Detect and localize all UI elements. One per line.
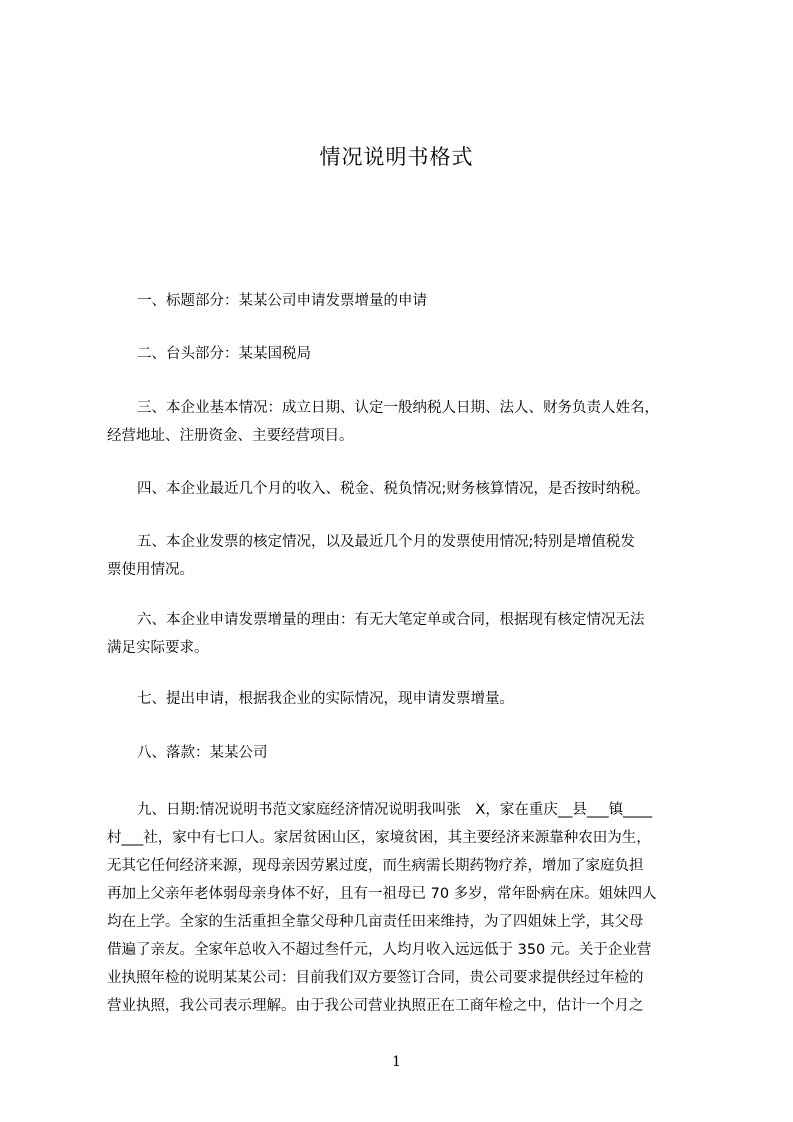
section-9-line-8: 营业执照，我公司表示理解。由于我公司营业执照正在工商年检之中，估计一个月之 — [107, 998, 644, 1014]
section-5 — [107, 528, 703, 584]
section-4-line-1: 四、本企业最近几个月的收入、税金、税负情况;财务核算情况，是否按时纳税。 — [137, 481, 650, 497]
section-9-line-4: 再加上父亲年老体弱母亲身体不好，且有一祖母已 70 多岁，常年卧病在床。姐妹四人 — [107, 886, 657, 902]
section-9 — [107, 796, 703, 1020]
section-9-line-6: 借遍了亲友。全家年总收入不超过叁仟元，人均月收入远远低于 350 元。关于企业营 — [107, 942, 652, 958]
section-2-line-1: 二、台头部分：某某国税局 — [137, 346, 311, 362]
section-5-line-2: 票使用情况。 — [107, 562, 194, 578]
section-3-line-1: 三、本企业基本情况：成立日期、认定一般纳税人日期、法人、财务负责人姓名， — [137, 400, 659, 416]
section-8 — [107, 739, 703, 767]
section-1 — [107, 287, 703, 315]
section-1-line-1: 一、标题部分：某某公司申请发票增量的申请 — [137, 293, 427, 309]
section-6-line-1: 六、本企业申请发票增量的理由：有无大笔定单或合同，根据现有核定情况无法 — [137, 612, 645, 628]
section-4 — [107, 475, 703, 503]
section-7 — [107, 685, 703, 713]
section-9-line-7: 业执照年检的说明某某公司：目前我们双方要签订合同，贵公司要求提供经过年检的 — [107, 970, 644, 986]
section-9-line-3: 无其它任何经济来源，现母亲因劳累过度，而生病需长期药物疗养，增加了家庭负担 — [107, 858, 644, 874]
section-9-line-1: 九、日期:情况说明书范文家庭经济情况说明我叫张 X，家在重庆__县___镇____ — [137, 802, 653, 818]
section-7-line-1: 七、提出申请，根据我企业的实际情况，现申请发票增量。 — [137, 691, 514, 707]
page-number: 1 — [392, 1054, 401, 1070]
section-9-line-5: 均在上学。全家的生活重担全靠父母种几亩责任田来维持，为了四姐妹上学，其父母 — [107, 914, 644, 930]
section-8-line-1: 八、落款：某某公司 — [137, 745, 268, 761]
section-3-line-2: 经营地址、注册资金、主要经营项目。 — [107, 428, 354, 444]
document-title: 情况说明书格式 — [319, 145, 474, 169]
section-2 — [107, 340, 703, 368]
section-9-line-2: 村___社，家中有七口人。家居贫困山区，家境贫困，其主要经济来源靠种农田为生， — [107, 830, 651, 846]
section-6-line-2: 满足实际要求。 — [107, 640, 209, 656]
section-3 — [107, 394, 703, 450]
section-6 — [107, 606, 703, 662]
section-5-line-1: 五、本企业发票的核定情况，以及最近几个月的发票使用情况;特别是增值税发 — [137, 534, 635, 550]
